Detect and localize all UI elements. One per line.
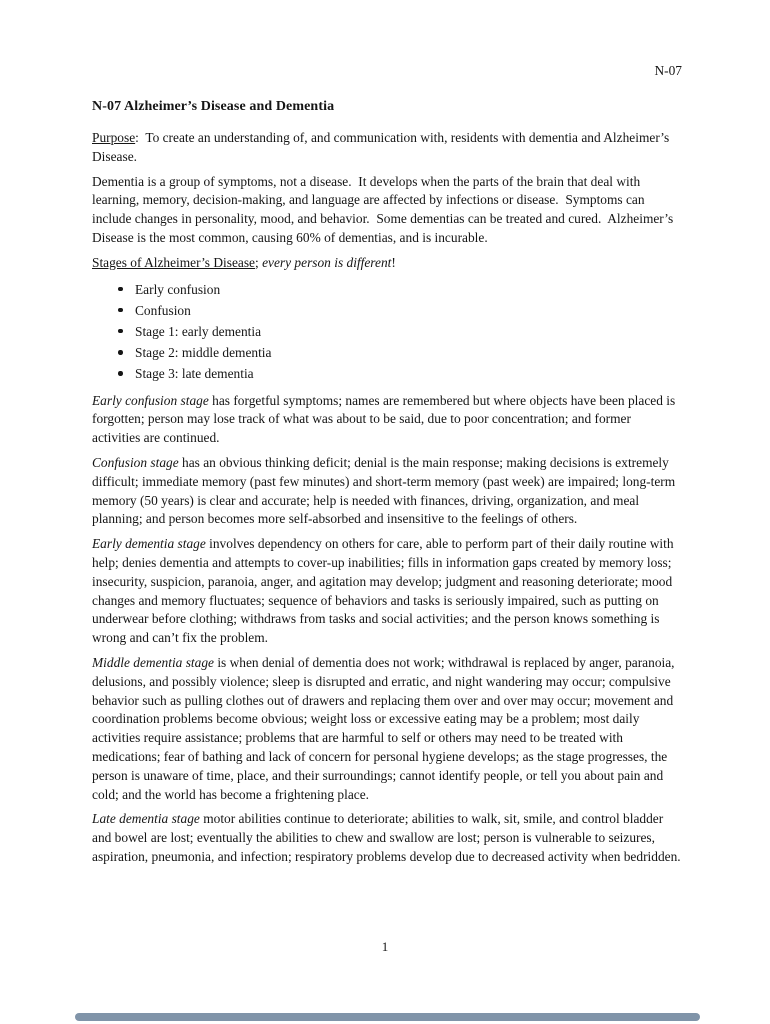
stage-paragraph — [92, 454, 682, 529]
stages-list — [92, 279, 682, 385]
stages-separator: ; — [255, 254, 263, 270]
stage-lead: Confusion stage — [92, 454, 179, 470]
bullet-icon — [118, 371, 123, 376]
purpose-label: Purpose — [92, 130, 136, 145]
bullet-icon — [118, 287, 123, 292]
list-item — [92, 279, 682, 300]
stage-text: has forgetful symptoms; names are remembered but where objects have been placed is forgotten; person may lose track of what was about to be said, due to poor concentration; and former activities are continued. — [92, 392, 679, 446]
bullet-icon — [118, 329, 123, 334]
bullet-icon — [118, 350, 123, 355]
stage-paragraph — [92, 535, 682, 648]
stages-exclaim: ! — [391, 254, 396, 270]
stage-lead: Middle dementia stage — [92, 654, 214, 670]
list-item-label: Stage 3: late dementia — [135, 366, 254, 382]
stage-paragraph — [92, 810, 682, 866]
stage-text: motor abilities continue to deteriorate; abilities to walk, sit, smile, and control bladder and bowel are lost; eventually the abilities to chew and swallow are lost; person is vulnerable to seizures, aspiration, pneumonia, and infection; respiratory problems develop due to decreased activity when bedridden. — [92, 811, 681, 864]
doc-title: N-07 Alzheimer’s Disease and Dementia — [92, 99, 335, 114]
stage-paragraph — [92, 392, 682, 448]
stage-lead: Late dementia stage — [92, 811, 200, 827]
bullet-icon — [118, 308, 123, 313]
document-body — [92, 97, 682, 873]
list-item — [92, 363, 682, 384]
page-number: 1 — [381, 939, 389, 954]
list-item — [92, 300, 682, 321]
purpose-paragraph — [92, 129, 682, 167]
stages-heading: Stages of Alzheimer’s Disease — [92, 254, 256, 270]
list-item-label: Stage 1: early dementia — [135, 323, 262, 339]
stages-heading-line — [92, 254, 682, 273]
horizontal-scrollbar-thumb[interactable] — [75, 1013, 700, 1021]
stages-note: every person is different — [262, 254, 392, 270]
list-item — [92, 342, 682, 363]
list-item-label: Stage 2: middle dementia — [135, 345, 272, 361]
stage-text: is when denial of dementia does not work; withdrawal is replaced by anger, paranoia, delusions, and possibly violence; sleep is disrupted and erratic, and night wandering may occur; compulsive behavior such as pulling clothes out of drawers and replacing them over and over may occur; movement and coordination problems become obvious; weight loss or excessive eating may be a problem; most daily activities require assistance; problems that are harmful to self or others may need to be treated with medications; fear of bathing and lack of concern for personal hygiene develops; as the stage progresses, the person is unaware of time, place, and their surroundings; cannot identify people, or tell you about pain and cold; and the world has become a frightening place. — [92, 654, 678, 802]
stage-lead: Early dementia stage — [92, 536, 206, 552]
stage-paragraph — [92, 654, 682, 804]
stage-text: involves dependency on others for care, able to perform part of their daily routine with help; denies dementia and attempts to cover-up inabilities; fills in information gaps created by memory loss; insecurity, suspicion, paranoia, anger, and agitation may develop; judgment and reasoning deteriorate; mood changes and memory fluctuates; sequence of behaviors and tasks is seriously impaired, such as putting on underwear before clothing; withdraws from tasks and social activities; and the person knows something is wrong and can’t fix the problem. — [92, 536, 677, 646]
list-item — [92, 321, 682, 342]
page-header-ref: N-07 — [654, 63, 682, 78]
list-item-label: Early confusion — [135, 281, 221, 297]
intro-paragraph: Dementia is a group of symptoms, not a disease. It develops when the parts of the brain that deal with learning, memory, decision-making, and language are affected by infections or disease. Symptoms can include changes in personality, mood, and behavior. Some dementias can be treated and cured. Alzheimer’s Disease is the most common, causing 60% of dementias, and is incurable. — [92, 173, 677, 245]
list-item-label: Confusion — [135, 302, 191, 318]
purpose-text: : To create an understanding of, and communication with, residents with dementia and Alzheimer’s Disease. — [92, 130, 673, 164]
stage-lead: Early confusion stage — [92, 392, 209, 408]
stage-text: has an obvious thinking deficit; denial is the main response; making decisions is extremely difficult; immediate memory (past few minutes) and short-term memory (past week) are impaired; long-term memory (50 years) is clear and accurate; help is needed with finances, driving, organization, and meal planning; and person becomes more self-absorbed and insensitive to the feelings of others. — [92, 454, 679, 527]
